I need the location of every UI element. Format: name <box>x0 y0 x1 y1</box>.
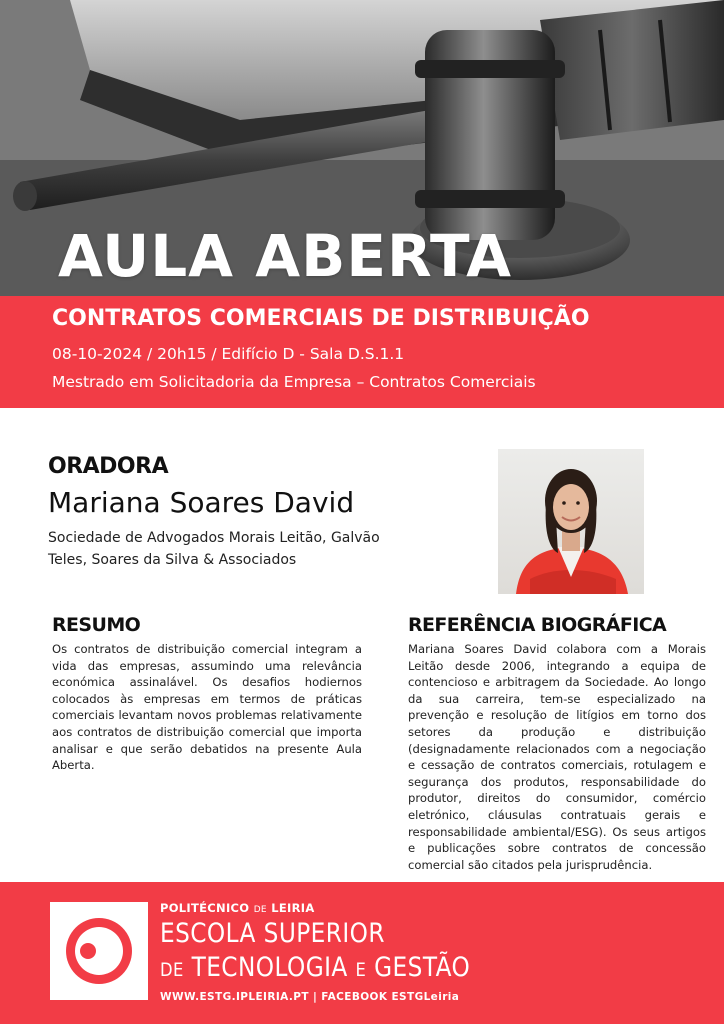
website-link[interactable]: WWW.ESTG.IPLEIRIA.PT | FACEBOOK ESTGLeiria <box>160 991 460 1003</box>
logo <box>50 902 148 1000</box>
speaker-role: ORADORA <box>48 454 169 479</box>
event-program: Mestrado em Solicitadoria da Empresa – Contratos Comerciais <box>52 373 536 391</box>
school-e: E <box>355 959 367 981</box>
bio-text: Mariana Soares David colabora com a Morais Leitão desde 2006, integrando a equipa de contencioso e arbitragem da Sociedade. Ao longo da sua carreira, tem-se especializado na prevenção e resolução de litígios em torno dos setores da produção e distribuição (designadamente relacionados com a negociação e cessação de contratos comerciais, rotulagem e segurança dos produtos, responsabilidade do produtor, direitos do consumidor, comércio eletrónico, cláusulas contratuais gerais e responsabilidade ambiental/ESG). Os seus artigos e publicações sobre contratos de concessão comercial são citados pela jurisprudência. <box>408 642 706 872</box>
speaker-affiliation: Sociedade de Advogados Morais Leitão, Galvão Teles, Soares da Silva & Associados <box>48 530 380 568</box>
school-name-line1: ESCOLA SUPERIOR <box>160 918 385 949</box>
speaker-portrait-photo <box>498 449 644 594</box>
event-banner <box>0 296 724 408</box>
institution-de: DE <box>253 905 267 915</box>
footer-banner <box>0 882 724 1024</box>
event-title: CONTRATOS COMERCIAIS DE DISTRIBUIÇÃO <box>52 306 590 331</box>
institution-city: LEIRIA <box>271 901 315 915</box>
school-de: DE <box>160 959 184 981</box>
summary-heading: RESUMO <box>52 614 141 636</box>
institution-name <box>160 901 315 915</box>
school-gest: GESTÃO <box>374 952 471 983</box>
summary-text: Os contratos de distribuição comercial integram a vida das empresas, assumindo uma relevância económica assinalável. Os desafios hodiernos colocados às empresas em termos de práticas comerciais levantam novos problemas relativamente aos contratos de distribuição comercial que importa analisar e que serão debatidos na presente Aula Aberta. <box>52 642 362 773</box>
school-name-line2 <box>160 952 470 983</box>
event-details: 08-10-2024 / 20h15 / Edifício D - Sala D.S.1.1 <box>52 345 405 363</box>
hero-image <box>0 0 724 296</box>
speaker-name: Mariana Soares David <box>48 486 355 519</box>
bio-heading: REFERÊNCIA BIOGRÁFICA <box>408 614 667 636</box>
page-title: AULA ABERTA <box>58 222 512 290</box>
school-tec: TECNOLOGIA <box>191 952 348 983</box>
institution-main: POLITÉCNICO <box>160 901 250 915</box>
ipleiria-logo-icon <box>50 902 148 1000</box>
speaker-photo <box>498 449 644 594</box>
